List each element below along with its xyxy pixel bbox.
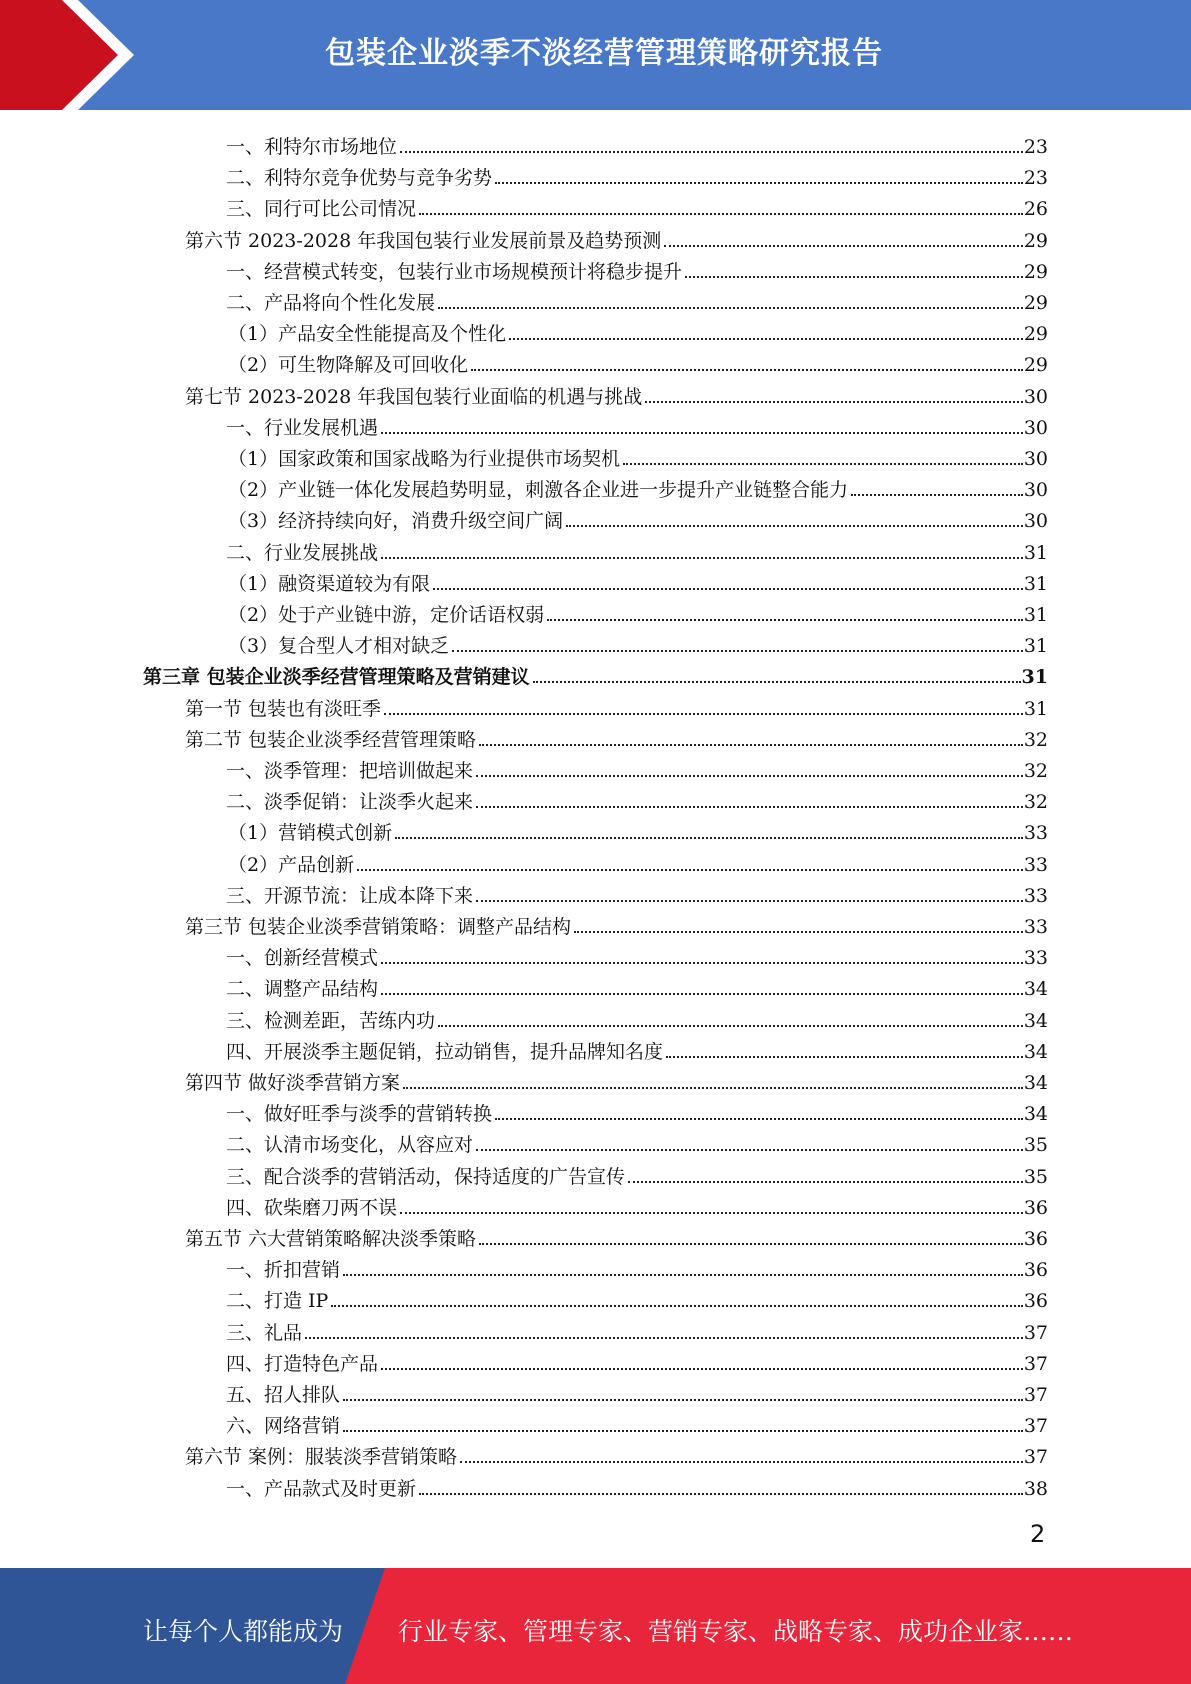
toc-dot-leader xyxy=(403,1087,1023,1089)
toc-entry-title: 三、礼品 xyxy=(226,1321,303,1344)
toc-entry[interactable] xyxy=(228,845,1048,876)
toc-entry-title: 二、认清市场变化，从容应对 xyxy=(226,1134,474,1157)
toc-dot-leader xyxy=(574,931,1023,933)
toc-entry-title: （1）产品安全性能提高及个性化 xyxy=(228,323,507,346)
toc-entry-page: 29 xyxy=(1023,292,1048,314)
toc-dot-leader xyxy=(495,1118,1023,1120)
toc-entry[interactable] xyxy=(226,1125,1048,1156)
toc-entry-page: 33 xyxy=(1023,884,1048,907)
toc-dot-leader xyxy=(471,369,1023,371)
toc-entry-title: 第一节 包装也有淡旺季 xyxy=(185,697,382,720)
toc-entry-title: （1）国家政策和国家战略为行业提供市场契机 xyxy=(228,448,621,470)
toc-entry-title: 第七节 2023-2028 年我国包装行业面临的机遇与挑战 xyxy=(185,385,643,408)
toc-entry-page: 29 xyxy=(1023,354,1048,377)
toc-dot-leader xyxy=(433,588,1023,590)
toc-entry-title: 四、开展淡季主题促销，拉动销售，提升品牌知名度 xyxy=(226,1040,664,1063)
toc-entry-title: 一、淡季管理：把培训做起来 xyxy=(226,760,474,782)
toc-dot-leader xyxy=(381,993,1023,995)
toc-dot-leader xyxy=(452,650,1023,652)
toc-entry-page: 32 xyxy=(1023,728,1048,751)
toc-entry[interactable] xyxy=(185,377,1048,408)
toc-entry[interactable] xyxy=(226,1157,1048,1188)
toc-dot-leader xyxy=(547,619,1023,621)
toc-entry-title: （2）可生物降解及可回收化 xyxy=(228,354,469,377)
page-footer xyxy=(0,1568,1191,1684)
report-title: 包装企业淡季不淡经营管理策略研究报告 xyxy=(325,36,883,71)
toc-entry-page: 32 xyxy=(1023,760,1048,782)
toc-entry-page: 26 xyxy=(1023,198,1048,221)
toc-entry-page: 38 xyxy=(1023,1477,1048,1500)
toc-entry[interactable] xyxy=(226,969,1048,1000)
toc-entry[interactable] xyxy=(228,813,1048,844)
toc-entry-title: （1）营销模式创新 xyxy=(228,822,393,845)
toc-entry-page: 29 xyxy=(1023,229,1048,252)
toc-entry-page: 34 xyxy=(1023,1040,1048,1063)
toc-dot-leader xyxy=(343,1430,1023,1432)
toc-entry[interactable] xyxy=(228,564,1048,595)
toc-entry-title: 二、调整产品结构 xyxy=(226,978,379,1001)
toc-entry-page: 29 xyxy=(1023,323,1048,346)
toc-entry-title: 第二节 包装企业淡季经营管理策略 xyxy=(185,728,477,751)
toc-entry-title: 五、招人排队 xyxy=(226,1384,341,1406)
toc-entry-page: 35 xyxy=(1023,1165,1048,1188)
toc-dot-leader xyxy=(357,869,1023,871)
toc-dot-leader xyxy=(395,837,1023,839)
toc-entry-title: 一、产品款式及时更新 xyxy=(226,1477,417,1500)
toc-entry-page: 30 xyxy=(1023,416,1048,439)
toc-dot-leader xyxy=(623,463,1023,465)
toc-entry[interactable] xyxy=(226,1313,1048,1344)
toc-entry[interactable] xyxy=(228,470,1048,501)
toc-entry[interactable] xyxy=(226,751,1048,782)
toc-entry[interactable] xyxy=(185,907,1048,938)
toc-entry-title: （2）处于产业链中游，定价话语权弱 xyxy=(228,604,545,626)
toc-entry-page: 31 xyxy=(1023,635,1048,658)
toc-entry-title: 三、配合淡季的营销活动，保持适度的广告宣传 xyxy=(226,1165,626,1188)
toc-dot-leader xyxy=(476,1149,1023,1151)
toc-entry-title: 一、行业发展机遇 xyxy=(226,416,379,439)
toc-entry-title: 一、经营模式转变，包装行业市场规模预计将稳步提升 xyxy=(226,260,683,283)
toc-entry-page: 31 xyxy=(1023,541,1048,564)
toc-dot-leader xyxy=(666,1056,1023,1058)
toc-entry-title: 二、行业发展挑战 xyxy=(226,541,379,564)
toc-entry-title: 三、同行可比公司情况 xyxy=(226,198,417,221)
toc-dot-leader xyxy=(476,806,1023,808)
toc-entry-title: 第四节 做好淡季营销方案 xyxy=(185,1072,401,1094)
toc-entry[interactable] xyxy=(226,1281,1048,1312)
toc-entry-page: 37 xyxy=(1023,1415,1048,1438)
toc-entry-page: 34 xyxy=(1023,1009,1048,1032)
toc-dot-leader xyxy=(460,1461,1023,1463)
toc-entry-page: 31 xyxy=(1023,604,1048,626)
toc-dot-leader xyxy=(438,307,1023,309)
toc-dot-leader xyxy=(400,1212,1023,1214)
footer-slogan-right: 行业专家、管理专家、营销专家、战略专家、成功企业家…… xyxy=(398,1617,1074,1646)
toc-entry[interactable] xyxy=(226,1469,1048,1500)
toc-entry[interactable] xyxy=(185,1219,1048,1250)
toc-entry-title: 第三章 包装企业淡季经营管理策略及营销建议 xyxy=(143,666,530,689)
toc-entry-title: 二、利特尔竞争优势与竞争劣势 xyxy=(226,167,493,190)
toc-dot-leader xyxy=(343,1399,1023,1401)
toc-entry-page: 37 xyxy=(1023,1446,1048,1469)
toc-entry[interactable] xyxy=(226,127,1048,158)
toc-entry-page: 34 xyxy=(1023,1072,1048,1094)
toc-entry-title: 三、开源节流：让成本降下来 xyxy=(226,884,474,907)
toc-entry[interactable] xyxy=(228,626,1048,657)
toc-dot-leader xyxy=(419,213,1023,215)
toc-entry-title: 一、折扣营销 xyxy=(226,1259,341,1282)
toc-entry-title: 二、产品将向个性化发展 xyxy=(226,292,436,314)
toc-entry-page: 31 xyxy=(1023,697,1048,720)
toc-entry-page: 30 xyxy=(1023,385,1048,408)
toc-entry-page: 33 xyxy=(1023,853,1048,876)
toc-entry-page: 30 xyxy=(1023,479,1048,502)
toc-dot-leader xyxy=(851,494,1023,496)
toc-entry[interactable] xyxy=(226,252,1048,283)
page-number: 2 xyxy=(1030,1520,1046,1548)
header-arrow-graphic xyxy=(0,0,150,110)
toc-entry[interactable] xyxy=(226,1188,1048,1219)
toc-entry[interactable] xyxy=(226,1406,1048,1437)
toc-entry[interactable] xyxy=(228,345,1048,376)
toc-dot-leader xyxy=(566,525,1023,527)
toc-entry-page: 30 xyxy=(1023,510,1048,533)
toc-entry[interactable] xyxy=(185,720,1048,751)
toc-dot-leader xyxy=(479,744,1023,746)
toc-entry-title: （3）经济持续向好，消费升级空间广阔 xyxy=(228,510,564,533)
toc-dot-leader xyxy=(381,1368,1023,1370)
toc-entry-page: 30 xyxy=(1023,448,1048,470)
toc-entry[interactable] xyxy=(226,283,1048,314)
toc-entry-page: 33 xyxy=(1023,916,1048,938)
toc-entry-page: 34 xyxy=(1023,1103,1048,1126)
toc-entry-title: 二、淡季促销：让淡季火起来 xyxy=(226,791,474,814)
toc-entry-page: 37 xyxy=(1023,1321,1048,1344)
toc-dot-leader xyxy=(381,432,1023,434)
toc-entry-page: 31 xyxy=(1021,666,1048,689)
toc-dot-leader xyxy=(509,338,1023,340)
toc-entry[interactable] xyxy=(226,1250,1048,1281)
toc-entry[interactable] xyxy=(226,158,1048,189)
toc-entry-title: 一、做好旺季与淡季的营销转换 xyxy=(226,1103,493,1126)
toc-entry[interactable] xyxy=(185,689,1048,720)
footer-slogan-left: 让每个人都能成为 xyxy=(143,1617,344,1646)
toc-dot-leader xyxy=(664,245,1023,247)
toc-entry[interactable] xyxy=(228,314,1048,345)
toc-entry-page: 23 xyxy=(1023,136,1048,158)
toc-entry[interactable] xyxy=(226,1344,1048,1375)
toc-entry-title: （3）复合型人才相对缺乏 xyxy=(228,635,450,658)
toc-dot-leader xyxy=(331,1305,1022,1307)
toc-dot-leader xyxy=(400,151,1023,153)
toc-entry-page: 33 xyxy=(1023,947,1048,970)
toc-entry-title: 二、打造 IP xyxy=(226,1290,329,1313)
toc-dot-leader xyxy=(384,713,1023,715)
toc-entry[interactable] xyxy=(228,501,1048,532)
toc-entry[interactable] xyxy=(226,1001,1048,1032)
toc-entry[interactable] xyxy=(226,782,1048,813)
toc-entry[interactable] xyxy=(228,595,1048,626)
toc-entry-page: 29 xyxy=(1023,260,1048,283)
toc-dot-leader xyxy=(381,962,1023,964)
toc-entry[interactable] xyxy=(185,1437,1048,1468)
toc-dot-leader xyxy=(495,182,1023,184)
toc-entry-page: 23 xyxy=(1023,167,1048,190)
toc-entry[interactable] xyxy=(228,439,1048,470)
toc-entry-title: （2）产品创新 xyxy=(228,853,355,876)
toc-dot-leader xyxy=(419,1493,1023,1495)
toc-entry-page: 34 xyxy=(1023,978,1048,1001)
toc-dot-leader xyxy=(438,1025,1023,1027)
toc-dot-leader xyxy=(343,1274,1023,1276)
page-header xyxy=(0,0,1191,110)
toc-entry[interactable] xyxy=(226,1094,1048,1125)
toc-entry[interactable] xyxy=(226,533,1048,564)
toc-entry-page: 37 xyxy=(1023,1352,1048,1375)
toc-entry[interactable] xyxy=(143,657,1048,688)
toc-dot-leader xyxy=(533,681,1021,683)
toc-entry-title: 第五节 六大营销策略解决淡季策略 xyxy=(185,1228,477,1250)
toc-entry-title: 一、创新经营模式 xyxy=(226,947,379,970)
toc-entry[interactable] xyxy=(226,1375,1048,1406)
toc-entry-title: 四、打造特色产品 xyxy=(226,1352,379,1375)
toc-entry-title: （1）融资渠道较为有限 xyxy=(228,572,431,595)
toc-dot-leader xyxy=(305,1337,1023,1339)
toc-entry[interactable] xyxy=(185,221,1048,252)
toc-entry-page: 35 xyxy=(1023,1134,1048,1157)
toc-entry[interactable] xyxy=(226,876,1048,907)
toc-entry-page: 37 xyxy=(1023,1384,1048,1406)
toc-dot-leader xyxy=(381,557,1023,559)
toc-entry-title: 一、利特尔市场地位 xyxy=(226,136,398,158)
toc-entry[interactable] xyxy=(226,408,1048,439)
toc-dot-leader xyxy=(685,276,1023,278)
toc-entry-page: 36 xyxy=(1023,1228,1048,1250)
toc-dot-leader xyxy=(628,1181,1023,1183)
toc-dot-leader xyxy=(476,900,1023,902)
toc-entry-title: 第六节 2023-2028 年我国包装行业发展前景及趋势预测 xyxy=(185,229,662,252)
toc-dot-leader xyxy=(476,775,1023,777)
toc-entry-page: 33 xyxy=(1023,822,1048,845)
toc-dot-leader xyxy=(645,401,1023,403)
toc-entry-page: 31 xyxy=(1023,572,1048,595)
toc-entry-title: 第三节 包装企业淡季营销策略：调整产品结构 xyxy=(185,916,572,938)
toc-entry-page: 36 xyxy=(1023,1196,1048,1219)
toc-entry[interactable] xyxy=(226,1032,1048,1063)
toc-entry[interactable] xyxy=(185,1063,1048,1094)
toc-entry[interactable] xyxy=(226,189,1048,220)
toc-entry-title: （2）产业链一体化发展趋势明显，刺激各企业进一步提升产业链整合能力 xyxy=(228,479,849,502)
toc-entry-title: 四、砍柴磨刀两不误 xyxy=(226,1196,398,1219)
toc-entry-page: 36 xyxy=(1023,1259,1048,1282)
toc-entry[interactable] xyxy=(226,938,1048,969)
toc-entry-title: 三、检测差距，苦练内功 xyxy=(226,1009,436,1032)
toc-entry-title: 六、网络营销 xyxy=(226,1415,341,1438)
toc-entry-page: 32 xyxy=(1023,791,1048,814)
toc-dot-leader xyxy=(479,1243,1023,1245)
toc-entry-page: 36 xyxy=(1023,1290,1048,1313)
toc-entry-title: 第六节 案例：服装淡季营销策略 xyxy=(185,1446,458,1469)
